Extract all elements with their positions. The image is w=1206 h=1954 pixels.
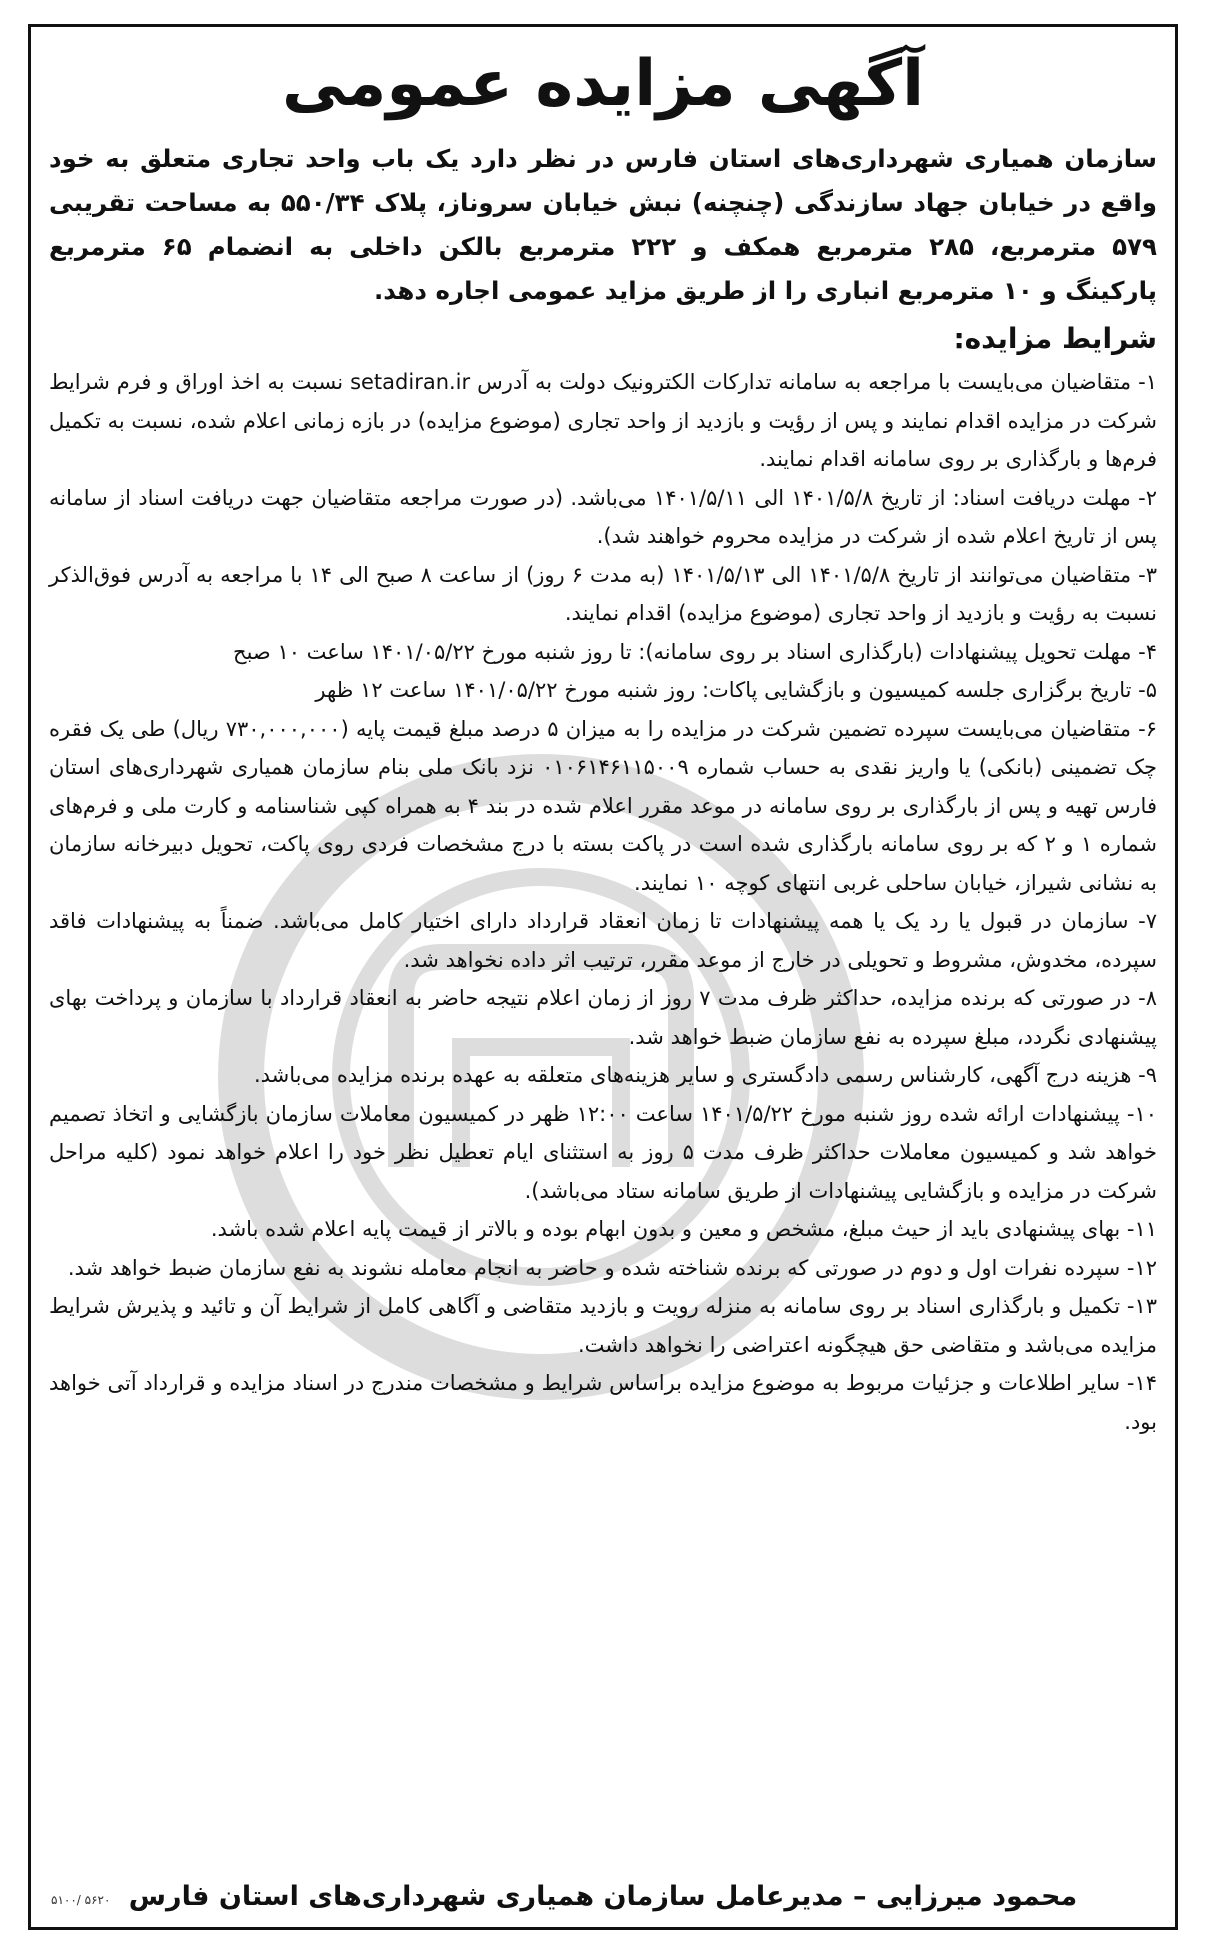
condition-item: ۶- متقاضیان می‌بایست سپرده تضمین شرکت در مزایده را به میزان ۵ درصد مبلغ قیمت پایه (۷۳۰,۰۰۰,۰۰۰ ریال) طی یک فقره چک تضمینی (بانکی) یا واریز نقدی به حساب شماره ۰۱۰۶۱۴۶۱۱۵۰۰۹ نزد بانک ملی بنام سازمان همیاری شهرداری‌های استان فارس تهیه و پس از بارگذاری بر روی سامانه در موعد مقرر اعلام شده در بند ۴ به همراه کپی شناسنامه و کارت ملی و فرم‌های شماره ۱ و ۲ که بر روی سامانه بارگذاری شده است در پاکت بسته با درج مشخصات فردی روی پاکت، تحویل دبیرخانه سازمان به نشانی شیراز، خیابان ساحلی غربی انتهای کوچه ۱۰ نمایند. xyxy=(49,716,1157,895)
conditions-list xyxy=(49,363,1157,1441)
condition-item: ۱۴- سایر اطلاعات و جزئیات مربوط به موضوع مزایده براساس شرایط و مشخصات مندرج در اسناد مزایده و قرارداد آتی خواهد بود. xyxy=(49,1371,1157,1434)
condition-item: ۳- متقاضیان می‌توانند از تاریخ ۱۴۰۱/۵/۸ الی ۱۴۰۱/۵/۱۳ (به مدت ۶ روز) از ساعت ۸ صبح الی ۱۴ با مراجعه به آدرس فوق‌الذکر نسبت به رؤیت و بازدید از واحد تجاری (موضوع مزایده) اقدام نمایند. xyxy=(49,562,1157,625)
condition-item: ۱۳- تکمیل و بارگذاری اسناد بر روی سامانه به منزله رویت و بازدید متقاضی و آگاهی کامل از شرایط آن و تائید و پذیرش شرایط مزایده می‌باشد و متقاضی حق هیچگونه اعتراضی را نخواهد داشت. xyxy=(49,1294,1157,1357)
condition-item: ۴- مهلت تحویل پیشنهادات (بارگذاری اسناد بر روی سامانه): تا روز شنبه مورخ ۱۴۰۱/۰۵/۲۲ ساعت ۱۰ صبح xyxy=(233,639,1157,664)
condition-item: ۱- متقاضیان می‌بایست با مراجعه به سامانه تدارکات الکترونیک دولت به آدرس setadiran.ir نسبت به اخذ اوراق و فرم شرایط شرکت در مزایده اقدام نمایند و پس از رؤیت و بازدید از واحد تجاری (موضوع مزایده) در بازه زمانی اعلام شده، نسبت به تکمیل فرم‌ها و بارگذاری بر روی سامانه اقدام نمایند. xyxy=(49,370,1158,471)
condition-item: ۵- تاریخ برگزاری جلسه کمیسیون و بازگشایی پاکات: روز شنبه مورخ ۱۴۰۱/۰۵/۲۲ ساعت ۱۲ ظهر xyxy=(315,678,1157,702)
condition-item: ۱۰- پیشنهادات ارائه شده روز شنبه مورخ ۱۴۰۱/۵/۲۲ ساعت ۱۲:۰۰ ظهر در کمیسیون معاملات سازمان بازگشایی و اتخاذ تصمیم خواهد شد و کمیسیون معاملات حداکثر ظرف مدت ۵ روز به استثنای ایام تعطیل نظر خود را اعلام خواهد نمود (کلیه مراحل شرکت در مزایده و بازگشایی پیشنهادات از طریق سامانه ستاد می‌باشد). xyxy=(49,1101,1158,1203)
condition-item: ۹- هزینه درج آگهی، کارشناس رسمی دادگستری و سایر هزینه‌های متعلقه به عهده برنده مزایده می‌باشد. xyxy=(253,1063,1157,1087)
condition-item: ۷- سازمان در قبول یا رد یک یا همه پیشنهادات تا زمان انعقاد قرارداد دارای اختیار کامل می‌باشد. ضمناً به پیشنهادات فاقد سپرده، مخدوش، مشروط و تحویلی در خارج از موعد مقرر، ترتیب اثر داده نخواهد شد. xyxy=(49,909,1157,972)
condition-item: ۲- مهلت دریافت اسناد: از تاریخ ۱۴۰۱/۵/۸ الی ۱۴۰۱/۵/۱۱ می‌باشد. (در صورت مراجعه متقاضیان جهت دریافت اسناد از سامانه پس از تاریخ اعلام شده از شرکت در مزایده محروم خواهند شد). xyxy=(49,485,1157,548)
notice-title: آگهی مزایده عمومی xyxy=(282,47,924,121)
condition-item: ۱۱- بهای پیشنهادی باید از حیث مبلغ، مشخص و معین و بدون ابهام بوده و بالاتر از قیمت پایه اعلام شده باشد. xyxy=(210,1217,1157,1241)
condition-item: ۸- در صورتی که برنده مزایده، حداکثر ظرف مدت ۷ روز از زمان اعلام نتیجه حاضر به انعقاد قرارداد با سازمان و پرداخت بهای پیشنهادی نگردد، مبلغ سپرده به نفع سازمان ضبط خواهد شد. xyxy=(49,986,1157,1049)
reference-number: ۵۱۰۰/ ۵۶۲۰ xyxy=(51,1893,111,1907)
condition-item: ۱۲- سپرده نفرات اول و دوم در صورتی که برنده شناخته شده و حاضر به انجام معامله نشوند به نفع سازمان ضبط خواهد شد. xyxy=(67,1255,1157,1280)
notice-frame xyxy=(28,24,1178,1930)
notice-intro: سازمان همیاری شهرداری‌های استان فارس در نظر دارد یک باب واحد تجاری متعلق به خود واقع در خیابان جهاد سازندگی (چنچنه) نبش خیابان سروناز، پلاک ۵۵۰/۳۴ به مساحت تقریبی ۵۷۹ مترمربع، ۲۸۵ مترمربع همکف و ۲۲۲ مترمربع بالکن داخلی به انضمام ۶۵ مترمربع پارکینگ و ۱۰ مترمربع انباری را از طریق مزاید عمومی اجاره دهد. xyxy=(49,144,1158,305)
conditions-heading: شرایط مزایده: xyxy=(953,322,1157,355)
signature-line: محمود میرزایی – مدیرعامل سازمان همیاری شهرداری‌های استان فارس xyxy=(128,1881,1078,1912)
